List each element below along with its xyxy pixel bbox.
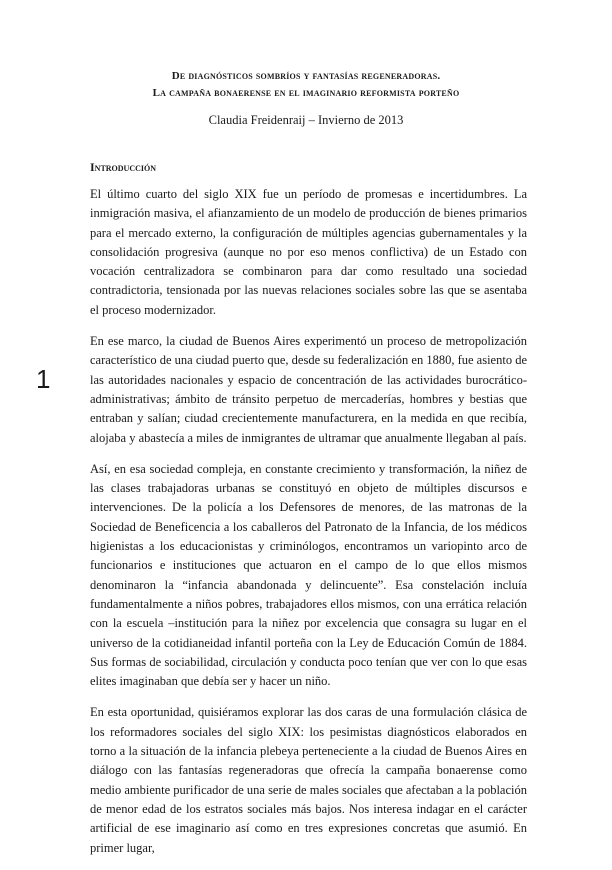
page-number: 1 bbox=[36, 364, 51, 394]
paragraph: Así, en esa sociedad compleja, en constante crecimiento y transformación, la niñez de las clases trabajadoras urbanas se constituyó en objeto de múltiples discursos e intervenciones. De la policía a los Defensores de menores, de las matronas de la Sociedad de Beneficencia a los caballeros del Patronato de la Infancia, de los médicos higienistas a los educacionistas y criminólogos, encontramos un variopinto arco de funcionarios e instituciones que actuaron en el campo de lo que ellos mismos denominaron la “infancia abandonada y delincuente”. Esa constelación incluía fundamentalmente a niños pobres, trabajadores ellos mismos, con una errática relación con la escuela –institución para la niñez por excelencia que consagra su lugar en el universo de la cotidianeidad infantil porteña con la Ley de Educación Común de 1884. Sus formas de sociabilidad, circulación y conducta poco tenían que ver con lo que esas elites imaginaban que debía ser y hacer un niño. bbox=[90, 461, 527, 689]
document-title-line-1: De diagnósticos sombríos y fantasías regeneradoras. bbox=[171, 70, 441, 82]
author-line: Claudia Freidenraij – Invierno de 2013 bbox=[208, 113, 404, 127]
paragraph: En esta oportunidad, quisiéramos explorar las dos caras de una formulación clásica de los reformadores sociales del siglo XIX: los pesimistas diagnósticos elaborados en torno a la situación de la infancia plebeya perteneciente a la ciudad de Buenos Aires en diálogo con las fantasías regeneradoras que ofrecía la campaña bonaerense como medio ambiente purificador de una serie de males sociales que afectaban a la población de menor edad de los estratos sociales más bajos. Nos interesa indagar en el carácter artificial de ese imaginario así como en tres expresiones concretas que asumió. En primer lugar, bbox=[90, 705, 527, 855]
paragraph: En ese marco, la ciudad de Buenos Aires experimentó un proceso de metropolización característico de una ciudad puerto que, desde su federalización en 1880, fue asiento de las autoridades nacionales y espacio de concentración de las actividades burocrático-administrativas; ámbito de tránsito perpetuo de mercaderías, hombres y bestias que entraban y salían; ciudad crecientemente manufacturera, en la medida en que recibía, alojaba y abastecía a miles de inmigrantes de ultramar que anualmente llegaban al país. bbox=[90, 334, 527, 445]
body-text bbox=[90, 185, 527, 870]
paragraph: El último cuarto del siglo XIX fue un período de promesas e incertidumbres. La inmigración masiva, el afianzamiento de un modelo de producción de bienes primarios para el mercado externo, la configuración de múltiples agencias gubernamentales y la consolidación progresiva (aunque no por eso menos conflictiva) de un Estado con vocación centralizadora se combinaron para dar como resultado una sociedad contradictoria, tensionada por las nuevas relaciones sociales sobre las que se asentaba el proceso modernizador. bbox=[90, 187, 527, 317]
section-heading: Introducción bbox=[90, 160, 157, 174]
document-title-line-2: La campaña bonaerense en el imaginario reformista porteño bbox=[152, 87, 460, 99]
